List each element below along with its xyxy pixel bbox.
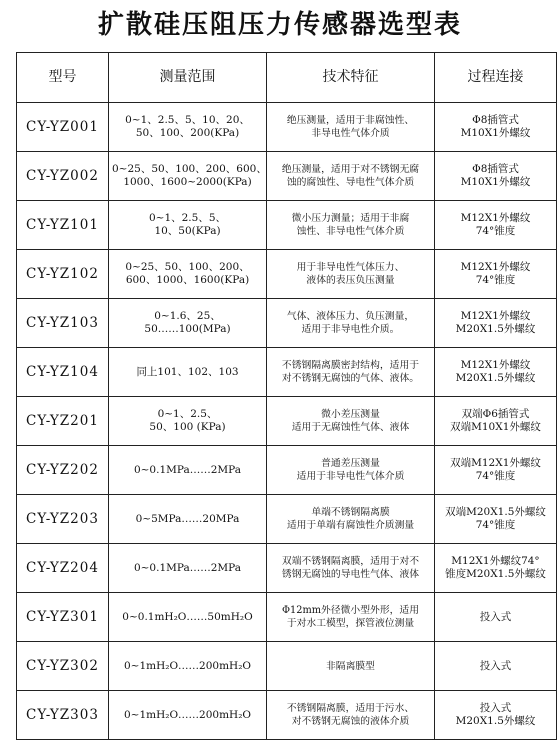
table-row bbox=[17, 152, 557, 201]
header-model: 型号 bbox=[17, 53, 109, 103]
cell-range bbox=[109, 642, 267, 691]
table-row bbox=[17, 299, 557, 348]
cell-feature-line: 气体、液体压力、负压测量， bbox=[286, 311, 415, 322]
table-row bbox=[17, 691, 557, 740]
cell-range bbox=[109, 103, 267, 152]
cell-feature-line: 适用于非导电性介质。 bbox=[301, 324, 400, 335]
cell-feature-line: 不锈钢隔离膜密封结构，适用于 bbox=[281, 360, 420, 371]
page-title: 扩散硅压阻压力传感器选型表 bbox=[97, 10, 462, 40]
cell-range-line: 50、100、200(KPa) bbox=[135, 127, 240, 139]
cell-feature-line: 微小差压测量 bbox=[321, 409, 380, 420]
cell-feature-line: 蚀性、非导电性气体介质 bbox=[296, 226, 405, 237]
cell-range-line: 0~1mH₂O……200mH₂O bbox=[123, 708, 252, 721]
cell-range-line: 0~1.6、25、 bbox=[154, 310, 221, 322]
cell-feature bbox=[267, 152, 435, 201]
cell-connection-line: M12X1外螺纹 bbox=[460, 212, 531, 224]
cell-range bbox=[109, 397, 267, 446]
cell-connection bbox=[435, 593, 557, 642]
cell-connection-line: 投入式 bbox=[479, 702, 512, 714]
cell-feature bbox=[267, 642, 435, 691]
cell-connection bbox=[435, 250, 557, 299]
cell-range-line: 0~0.1mH₂O……50mH₂O bbox=[122, 610, 253, 623]
cell-feature bbox=[267, 593, 435, 642]
cell-feature-line: 不锈钢隔离膜，适用于污水、 bbox=[286, 703, 415, 714]
header-feature: 技术特征 bbox=[267, 53, 435, 103]
cell-feature-line: 液体的表压负压测量 bbox=[306, 275, 395, 286]
cell-feature-line: 蚀的腐蚀性、导电性气体介质 bbox=[286, 177, 415, 188]
cell-connection bbox=[435, 201, 557, 250]
table-row bbox=[17, 250, 557, 299]
cell-range-line: 10、50(KPa) bbox=[154, 225, 221, 237]
cell-connection bbox=[435, 103, 557, 152]
table-row bbox=[17, 397, 557, 446]
cell-connection-line: M12X1外螺纹 bbox=[460, 261, 531, 273]
cell-feature-line: 单端不锈钢隔离膜 bbox=[311, 507, 390, 518]
cell-connection-line: 74°锥度 bbox=[475, 274, 516, 286]
table-row bbox=[17, 348, 557, 397]
cell-connection-line: M20X1.5外螺纹 bbox=[455, 323, 536, 335]
cell-range bbox=[109, 544, 267, 593]
cell-feature-line: 对不锈钢无腐蚀的液体介质 bbox=[291, 716, 410, 727]
cell-connection-line: 74°锥度 bbox=[475, 225, 516, 237]
cell-feature bbox=[267, 495, 435, 544]
cell-feature bbox=[267, 103, 435, 152]
cell-feature-line: Φ12mm外径微小型外形，适用 bbox=[281, 605, 420, 616]
cell-connection-line: M10X1外螺纹 bbox=[460, 127, 531, 139]
cell-model: CY-YZ301 bbox=[17, 593, 109, 642]
cell-connection-line: M12X1外螺纹74° bbox=[451, 555, 540, 567]
cell-connection-line: M12X1外螺纹 bbox=[460, 359, 531, 371]
cell-feature-line: 绝压测量，适用于对不锈钢无腐 bbox=[281, 164, 420, 175]
table-row bbox=[17, 446, 557, 495]
cell-feature bbox=[267, 299, 435, 348]
cell-feature-line: 于对水工模型，探管液位测量 bbox=[286, 618, 415, 629]
cell-range bbox=[109, 201, 267, 250]
cell-feature bbox=[267, 201, 435, 250]
cell-feature bbox=[267, 250, 435, 299]
cell-model: CY-YZ103 bbox=[17, 299, 109, 348]
cell-range-line: 0~5MPa……20MPa bbox=[135, 512, 240, 525]
cell-feature-line: 绝压测量，适用于非腐蚀性、 bbox=[286, 115, 415, 126]
cell-model: CY-YZ203 bbox=[17, 495, 109, 544]
cell-model: CY-YZ204 bbox=[17, 544, 109, 593]
table-header-row bbox=[17, 53, 557, 103]
cell-range bbox=[109, 691, 267, 740]
cell-connection-line: 双端M10X1外螺纹 bbox=[450, 421, 541, 433]
cell-connection-line: 投入式 bbox=[479, 659, 512, 672]
header-range: 测量范围 bbox=[109, 53, 267, 103]
cell-feature bbox=[267, 446, 435, 495]
cell-connection-line: M20X1.5外螺纹 bbox=[455, 715, 536, 727]
cell-model: CY-YZ101 bbox=[17, 201, 109, 250]
cell-connection bbox=[435, 446, 557, 495]
cell-model: CY-YZ104 bbox=[17, 348, 109, 397]
table-row bbox=[17, 495, 557, 544]
cell-connection-line: 74°锥度 bbox=[475, 519, 516, 531]
cell-range-line: 0~0.1MPa……2MPa bbox=[133, 561, 242, 574]
cell-feature bbox=[267, 397, 435, 446]
cell-feature-line: 非隔离膜型 bbox=[326, 660, 375, 672]
cell-range-line: 0~0.1MPa……2MPa bbox=[133, 463, 242, 476]
cell-connection-line: M12X1外螺纹 bbox=[460, 310, 531, 322]
cell-range bbox=[109, 495, 267, 544]
table-row bbox=[17, 642, 557, 691]
cell-range-line: 同上101、102、103 bbox=[136, 365, 239, 378]
cell-connection bbox=[435, 544, 557, 593]
cell-range-line: 0~25、50、100、200、600、 bbox=[112, 163, 267, 175]
cell-connection-line: 双端M20X1.5外螺纹 bbox=[445, 506, 546, 518]
cell-range bbox=[109, 446, 267, 495]
header-connection: 过程连接 bbox=[435, 53, 557, 103]
cell-feature-line: 对不锈钢无腐蚀的气体、液体。 bbox=[281, 373, 420, 384]
cell-model: CY-YZ202 bbox=[17, 446, 109, 495]
cell-range-line: 1000、1600~2000(KPa) bbox=[123, 176, 252, 188]
cell-connection-line: 投入式 bbox=[479, 610, 512, 623]
cell-range-line: 0~1、2.5、5、 bbox=[148, 212, 227, 224]
table-row bbox=[17, 593, 557, 642]
cell-connection bbox=[435, 348, 557, 397]
cell-range-line: 0~1、2.5、 bbox=[157, 408, 218, 420]
cell-connection bbox=[435, 152, 557, 201]
cell-range bbox=[109, 593, 267, 642]
cell-feature-line: 普通差压测量 bbox=[321, 458, 380, 469]
table-row bbox=[17, 544, 557, 593]
cell-connection bbox=[435, 299, 557, 348]
table-row bbox=[17, 103, 557, 152]
cell-range bbox=[109, 250, 267, 299]
cell-model: CY-YZ102 bbox=[17, 250, 109, 299]
cell-connection-line: Φ8插管式 bbox=[472, 163, 519, 175]
cell-connection-line: Φ8插管式 bbox=[472, 114, 519, 126]
cell-model: CY-YZ001 bbox=[17, 103, 109, 152]
cell-connection bbox=[435, 495, 557, 544]
table-row bbox=[17, 201, 557, 250]
cell-feature bbox=[267, 691, 435, 740]
cell-feature-line: 用于非导电性气体压力、 bbox=[296, 262, 405, 273]
cell-feature bbox=[267, 348, 435, 397]
cell-range-line: 600、1000、1600(KPa) bbox=[125, 274, 250, 286]
cell-range bbox=[109, 348, 267, 397]
cell-connection bbox=[435, 642, 557, 691]
cell-range-line: 0~1mH₂O……200mH₂O bbox=[123, 659, 252, 672]
cell-connection-line: M20X1.5外螺纹 bbox=[455, 372, 536, 384]
cell-feature bbox=[267, 544, 435, 593]
cell-range-line: 50、100 (KPa) bbox=[149, 421, 226, 433]
cell-model: CY-YZ302 bbox=[17, 642, 109, 691]
cell-model: CY-YZ002 bbox=[17, 152, 109, 201]
cell-connection bbox=[435, 397, 557, 446]
cell-range bbox=[109, 299, 267, 348]
cell-connection-line: 74°锥度 bbox=[475, 470, 516, 482]
cell-feature-line: 微小压力测量；适用于非腐 bbox=[291, 213, 410, 224]
cell-feature-line: 适用于单端有腐蚀性介质测量 bbox=[286, 520, 415, 531]
selection-table bbox=[16, 52, 557, 740]
cell-range bbox=[109, 152, 267, 201]
cell-connection-line: 双端Φ6插管式 bbox=[461, 408, 530, 420]
cell-feature-line: 非导电性气体介质 bbox=[311, 128, 390, 139]
cell-model: CY-YZ303 bbox=[17, 691, 109, 740]
cell-feature-line: 适用于无腐蚀性气体、液体 bbox=[291, 422, 410, 433]
cell-connection-line: 锥度M20X1.5外螺纹 bbox=[445, 568, 546, 580]
cell-feature-line: 双端不锈钢隔离膜，适用于对不 bbox=[281, 556, 420, 567]
cell-range-line: 0~1、2.5、5、10、20、 bbox=[125, 114, 250, 126]
cell-connection bbox=[435, 691, 557, 740]
cell-feature-line: 锈钢无腐蚀的导电性气体、液体 bbox=[281, 569, 420, 580]
cell-connection-line: 双端M12X1外螺纹 bbox=[450, 457, 541, 469]
cell-range-line: 0~25、50、100、200、 bbox=[125, 261, 250, 273]
cell-range-line: 50……100(MPa) bbox=[144, 323, 231, 335]
cell-connection-line: M10X1外螺纹 bbox=[460, 176, 531, 188]
cell-model: CY-YZ201 bbox=[17, 397, 109, 446]
cell-feature-line: 适用于非导电性气体介质 bbox=[296, 471, 405, 482]
